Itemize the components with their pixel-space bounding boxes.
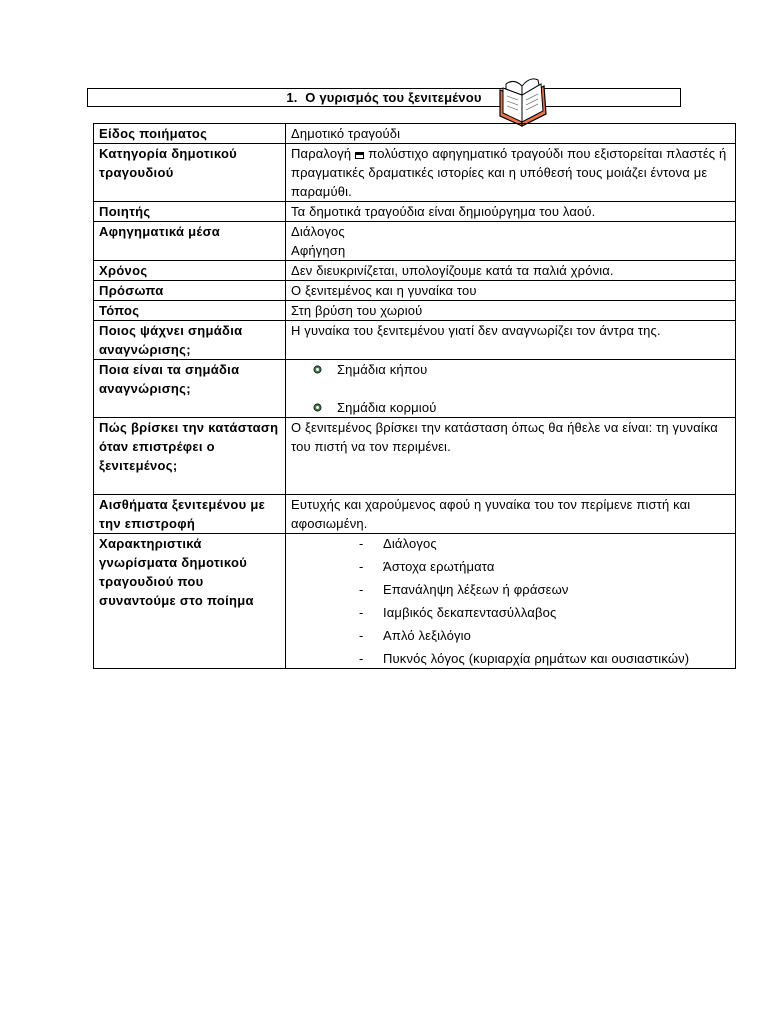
table-row (94, 534, 736, 669)
bullet-item (291, 398, 730, 417)
row-label: Ποια είναι τα σημάδια αναγνώρισης; (94, 360, 286, 418)
row-label: Κατηγορία δημοτικού τραγουδιού (94, 144, 286, 202)
list-item-text: Πυκνός λόγος (κυριαρχία ρημάτων και ουσιαστικών) (383, 651, 690, 666)
list-item-text: Επανάληψη λέξεων ή φράσεων (383, 582, 569, 597)
value-line: Αφήγηση (291, 243, 346, 258)
row-label: Ποιος ψάχνει σημάδια αναγνώρισης; (94, 321, 286, 360)
row-label: Αφηγηματικά μέσα (94, 222, 286, 261)
row-label: Χαρακτηριστικά γνωρίσματα δημοτικού τραγουδιού που συναντούμε στο ποίημα (94, 534, 286, 669)
dash-marker: - (359, 605, 364, 620)
bullet-item (291, 360, 730, 379)
title-number: 1. (286, 90, 298, 105)
row-value: Ο ξενιτεμένος και η γυναίκα του (286, 281, 736, 301)
open-book-icon (494, 76, 552, 130)
row-label: Είδος ποιήματος (94, 124, 286, 144)
dash-marker: - (359, 582, 364, 597)
row-value: Δεν διευκρινίζεται, υπολογίζουμε κατά τα παλιά χρόνια. (286, 261, 736, 281)
row-value: Δημοτικό τραγούδι (286, 124, 736, 144)
value-line: Διάλογος (291, 224, 345, 239)
value-before: Παραλογή (291, 146, 352, 161)
row-value: Η γυναίκα του ξενιτεμένου γιατί δεν αναγνωρίζει τον άντρα της. (286, 321, 736, 360)
list-item-text: Άστοχα ερωτήματα (383, 559, 495, 574)
row-value (286, 144, 736, 202)
list-item (291, 649, 730, 668)
row-label: Πώς βρίσκει την κατάσταση όταν επιστρέφει ο ξενιτεμένος; (94, 418, 286, 495)
table-row (94, 281, 736, 301)
row-label: Αισθήματα ξενιτεμένου με την επιστροφή (94, 495, 286, 534)
list-item (291, 603, 730, 622)
row-value (286, 360, 736, 418)
list-item-text: Απλό λεξιλόγιο (383, 628, 472, 643)
poem-info-table (93, 123, 736, 669)
row-value: Τα δημοτικά τραγούδια είναι δημιούργημα του λαού. (286, 202, 736, 222)
row-label: Χρόνος (94, 261, 286, 281)
list-item-text: Ιαμβικός δεκαπεντασύλλαβος (383, 605, 557, 620)
title-text: Ο γυρισμός του ξενιτεμένου (305, 90, 482, 105)
dash-marker: - (359, 536, 364, 551)
bullet-icon (313, 365, 322, 374)
table-row (94, 418, 736, 495)
table-row (94, 124, 736, 144)
row-value: Στη βρύση του χωριού (286, 301, 736, 321)
table-row (94, 360, 736, 418)
dash-marker: - (359, 559, 364, 574)
table-row (94, 202, 736, 222)
dash-marker: - (359, 651, 364, 666)
row-value: Ευτυχής και χαρούμενος αφού η γυναίκα του τον περίμενε πιστή και αφοσιωμένη. (286, 495, 736, 534)
row-value (286, 534, 736, 669)
dash-list (291, 534, 730, 668)
bullet-text: Σημάδια κήπου (337, 362, 428, 377)
row-label: Πρόσωπα (94, 281, 286, 301)
list-item (291, 534, 730, 553)
row-label: Ποιητής (94, 202, 286, 222)
list-item (291, 557, 730, 576)
table-row (94, 301, 736, 321)
list-item-text: Διάλογος (383, 536, 437, 551)
row-value (286, 222, 736, 261)
table-row (94, 321, 736, 360)
list-item (291, 580, 730, 599)
dash-marker: - (359, 628, 364, 643)
page-title (88, 90, 680, 105)
list-item (291, 626, 730, 645)
clip-icon (355, 152, 364, 159)
row-value: Ο ξενιτεμένος βρίσκει την κατάσταση όπως θα ήθελε να είναι: τη γυναίκα του πιστή να τον περιμένει. (286, 418, 736, 495)
table-row (94, 222, 736, 261)
title-box (87, 88, 681, 107)
table-row (94, 495, 736, 534)
bullet-text: Σημάδια κορμιού (337, 400, 437, 415)
row-label: Τόπος (94, 301, 286, 321)
table-row (94, 144, 736, 202)
table-row (94, 261, 736, 281)
value-after: πολύστιχο αφηγηματικό τραγούδι που εξιστορείται πλαστές ή πραγματικές δραματικές ιστορίες και η υπόθεσή τους μοιάζει έντονα με παραμύθι. (291, 146, 727, 199)
bullet-icon (313, 403, 322, 412)
